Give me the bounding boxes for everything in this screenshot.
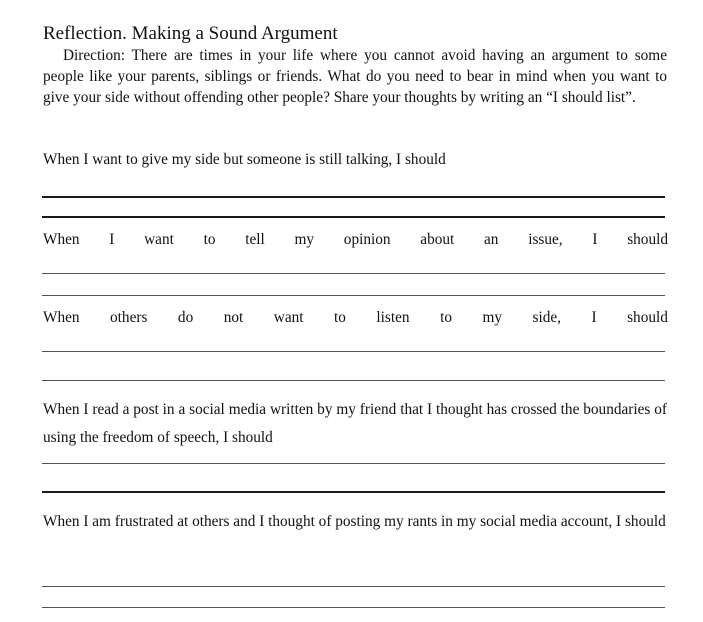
- prompt-4: When I read a post in a social media written by my friend that I thought has crossed the boundaries of using the freedom of speech, I should: [43, 401, 667, 446]
- prompt-2-word: issue,: [528, 231, 563, 248]
- prompt-3-word: should: [627, 309, 668, 326]
- answer-line-4b[interactable]: [42, 491, 665, 493]
- direction-text: Direction: There are times in your life where you cannot avoid having an argument to some people like your parents, siblings or friends. What do you need to bear in mind when you want to give your side without offending other people? Share your thoughts by writing an “I should list”.: [43, 47, 667, 106]
- prompt-5: When I am frustrated at others and I thought of posting my rants in my social media account, I should: [43, 513, 666, 530]
- prompt-2-word: to: [203, 231, 216, 248]
- prompt-3-word: want: [273, 309, 304, 326]
- answer-line-5b[interactable]: [42, 607, 665, 608]
- prompt-3-word: not: [223, 309, 244, 326]
- page-title: Reflection. Making a Sound Argument: [43, 23, 338, 44]
- answer-line-2a[interactable]: [42, 273, 665, 274]
- answer-line-5a[interactable]: [42, 586, 665, 587]
- prompt-2-word: about: [420, 231, 455, 248]
- prompt-3-word: others: [110, 309, 148, 326]
- answer-line-3a[interactable]: [42, 351, 665, 352]
- prompt-3-word: to: [440, 309, 452, 326]
- answer-line-4a[interactable]: [42, 463, 665, 464]
- prompt-2-word: When: [43, 231, 80, 248]
- prompt-1: When I want to give my side but someone is still talking, I should: [43, 151, 446, 168]
- prompt-3-word: do: [177, 309, 194, 326]
- prompt-2: [43, 230, 668, 250]
- prompt-2-word: want: [144, 231, 174, 248]
- prompt-3: [43, 308, 668, 328]
- prompt-2-word: I: [109, 231, 115, 248]
- prompt-2-word: an: [484, 231, 499, 248]
- prompt-2-word: tell: [245, 231, 265, 248]
- answer-line-2b[interactable]: [42, 295, 665, 296]
- prompt-3-word: to: [334, 309, 346, 326]
- prompt-3-word: listen: [376, 309, 410, 326]
- answer-line-1a[interactable]: [42, 196, 665, 198]
- prompt-3-word: When: [43, 309, 80, 326]
- prompt-3-word: my: [482, 309, 503, 326]
- prompt-3-word: side,: [532, 309, 561, 326]
- prompt-2-word: should: [627, 231, 668, 248]
- prompt-3-word: I: [591, 309, 597, 326]
- prompt-2-word: I: [592, 231, 598, 248]
- prompt-2-word: my: [294, 231, 315, 248]
- answer-line-3b[interactable]: [42, 380, 665, 381]
- prompt-2-word: opinion: [343, 231, 391, 248]
- answer-line-1b[interactable]: [42, 216, 665, 218]
